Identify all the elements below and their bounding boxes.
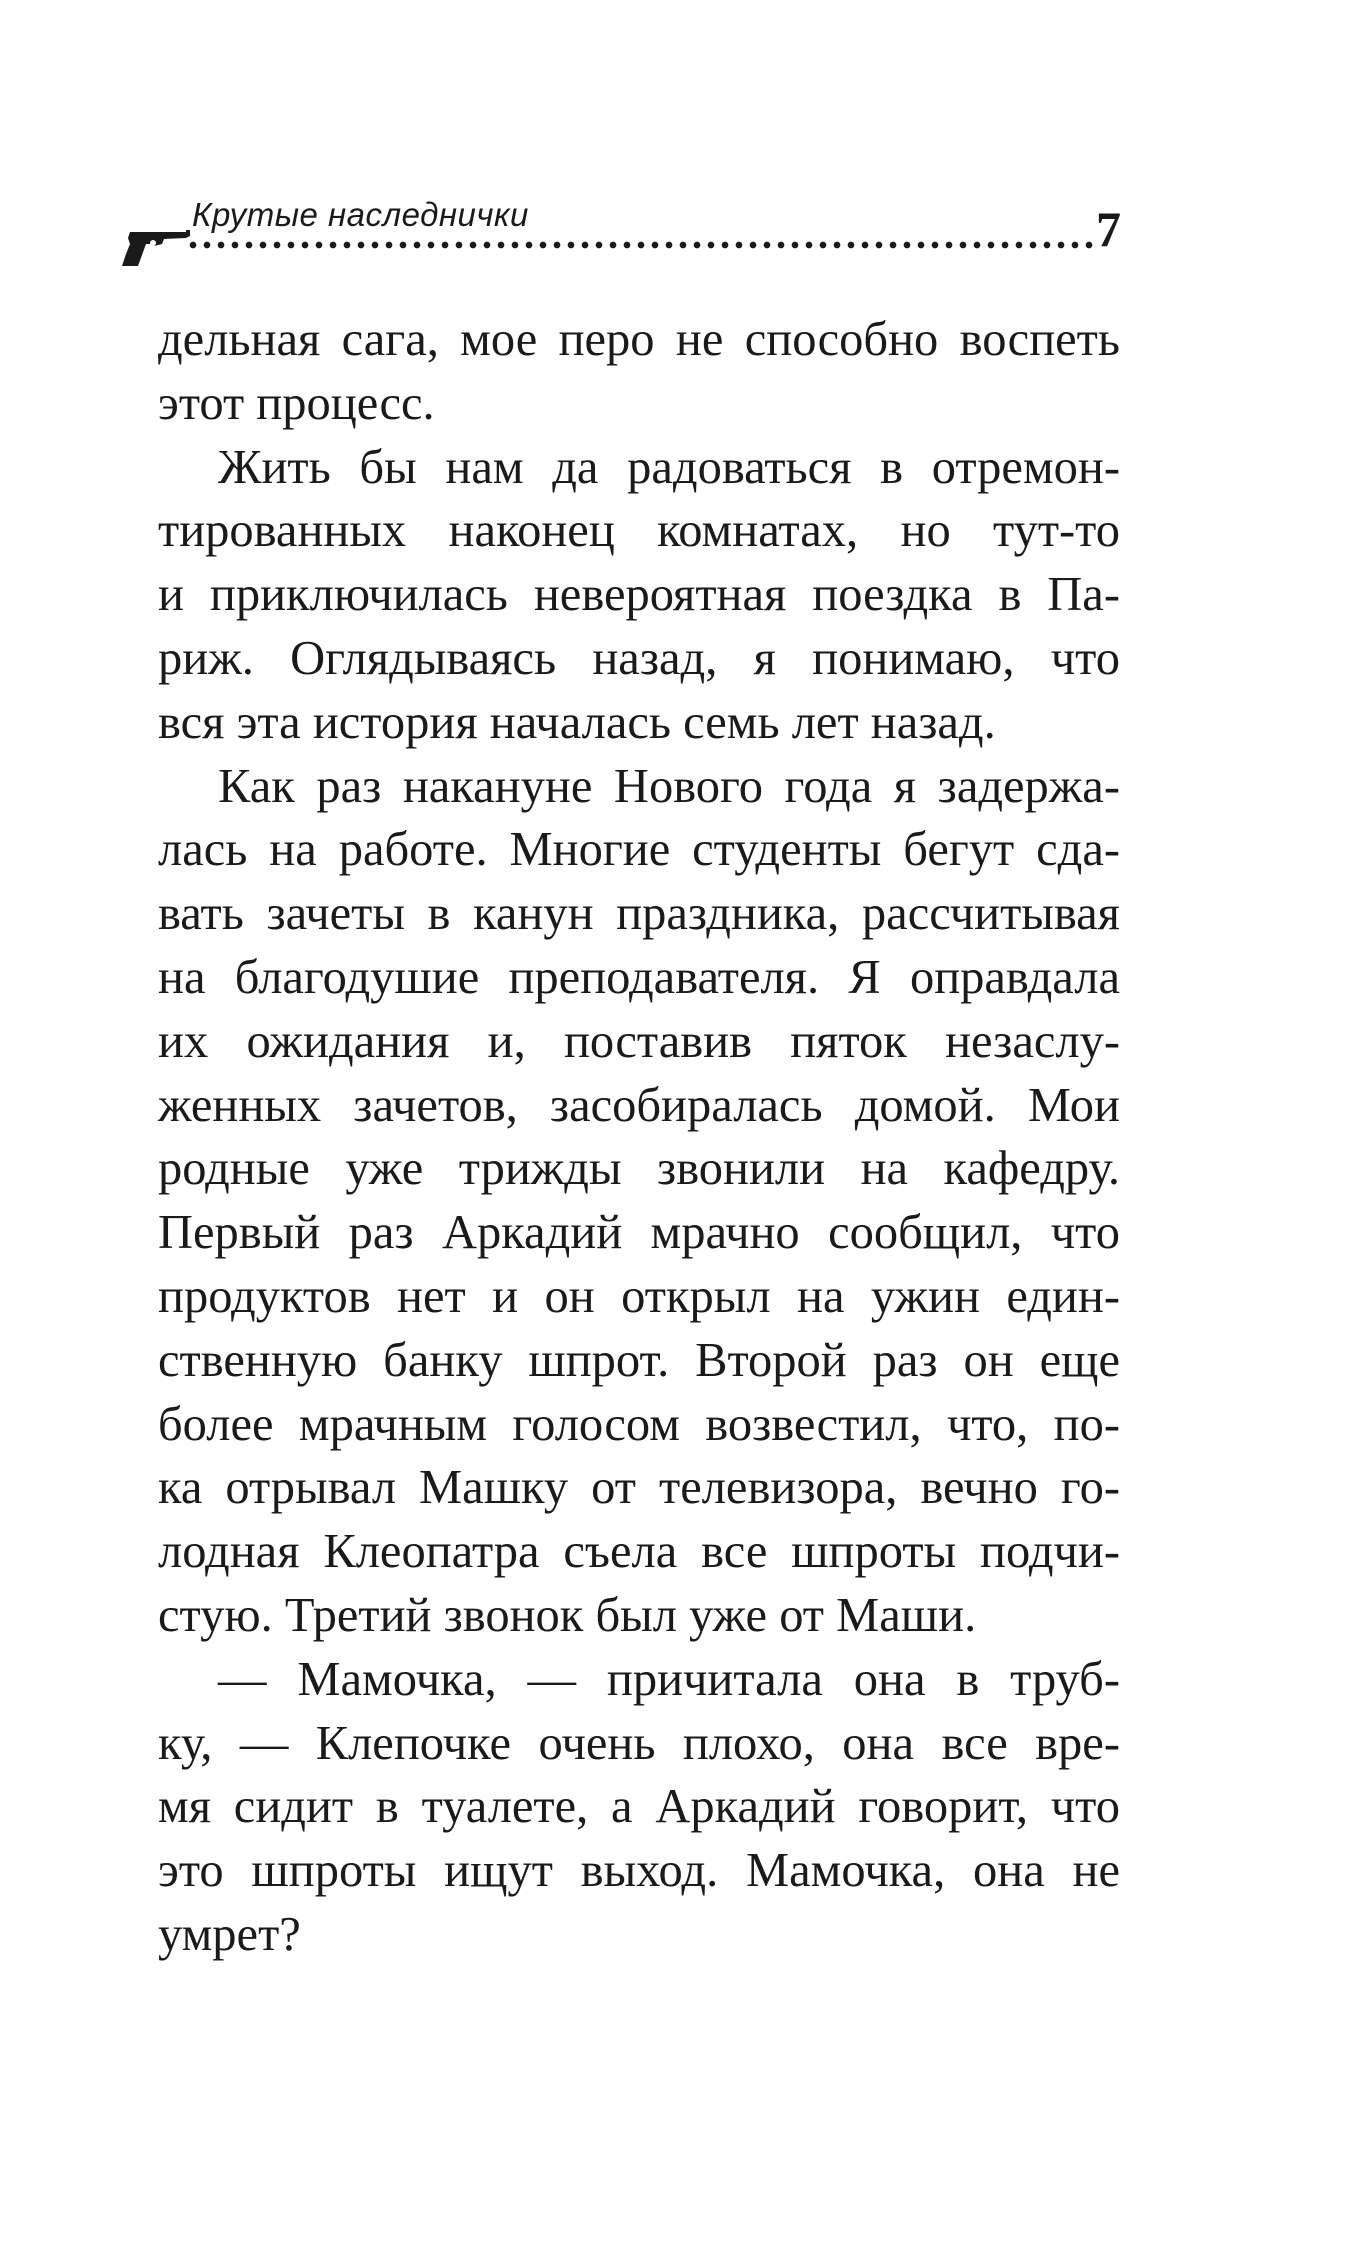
text-line: тированных наконец комнатах, но тут-то (158, 504, 1120, 558)
text-line: Как раз накануне Нового года я задержа- (218, 759, 1120, 813)
text-line: их ожидания и, поставив пяток незаслу- (158, 1014, 1120, 1068)
text-line: женных зачетов, засобиралась домой. Мои (158, 1078, 1120, 1132)
text-line: вся эта история началась семь лет назад. (158, 695, 996, 749)
page-number: 7 (1096, 201, 1121, 257)
revolver-icon (120, 224, 194, 270)
text-line: лодная Клеопатра съела все шпроты подчи- (158, 1525, 1120, 1579)
running-title: Крутые наследнички (192, 196, 529, 233)
text-line: лась на работе. Многие студенты бегут сда- (158, 823, 1120, 877)
text-line: это шпроты ищут выход. Мамочка, она не (158, 1844, 1120, 1898)
text-line: ку, — Клепочке очень плохо, она все вре- (158, 1716, 1120, 1770)
dotted-leader (186, 240, 1094, 250)
text-line: стую. Третий звонок был уже от Маши. (158, 1588, 977, 1642)
text-line: более мрачным голосом возвестил, что, по- (158, 1397, 1120, 1451)
text-line: мя сидит в туалете, а Аркадий говорит, что (158, 1780, 1120, 1834)
text-line: Жить бы нам да радоваться в отремон- (218, 440, 1120, 494)
text-line: ственную банку шпрот. Второй раз он еще (158, 1333, 1120, 1387)
text-line: — Мамочка, — причитала она в труб- (218, 1652, 1120, 1706)
text-line: этот процесс. (158, 376, 435, 430)
text-line: Первый раз Аркадий мрачно сообщил, что (158, 1206, 1120, 1260)
text-line: дельная сага, мое перо не способно воспеть (158, 313, 1120, 366)
running-header (120, 190, 1130, 280)
text-line: и приключилась невероятная поездка в Па- (158, 568, 1120, 622)
text-line: риж. Оглядываясь назад, я понимаю, что (158, 631, 1120, 685)
text-line: умрет? (158, 1907, 301, 1961)
text-line: ка отрывал Машку от телевизора, вечно го- (158, 1461, 1120, 1515)
text-line: на благодушие преподавателя. Я оправдала (158, 950, 1120, 1004)
text-line: продуктов нет и он открыл на ужин един- (158, 1269, 1120, 1323)
text-line: вать зачеты в канун праздника, рассчитывая (158, 887, 1120, 941)
text-line: родные уже трижды звонили на кафедру. (158, 1142, 1120, 1196)
body-text (158, 308, 1120, 1967)
